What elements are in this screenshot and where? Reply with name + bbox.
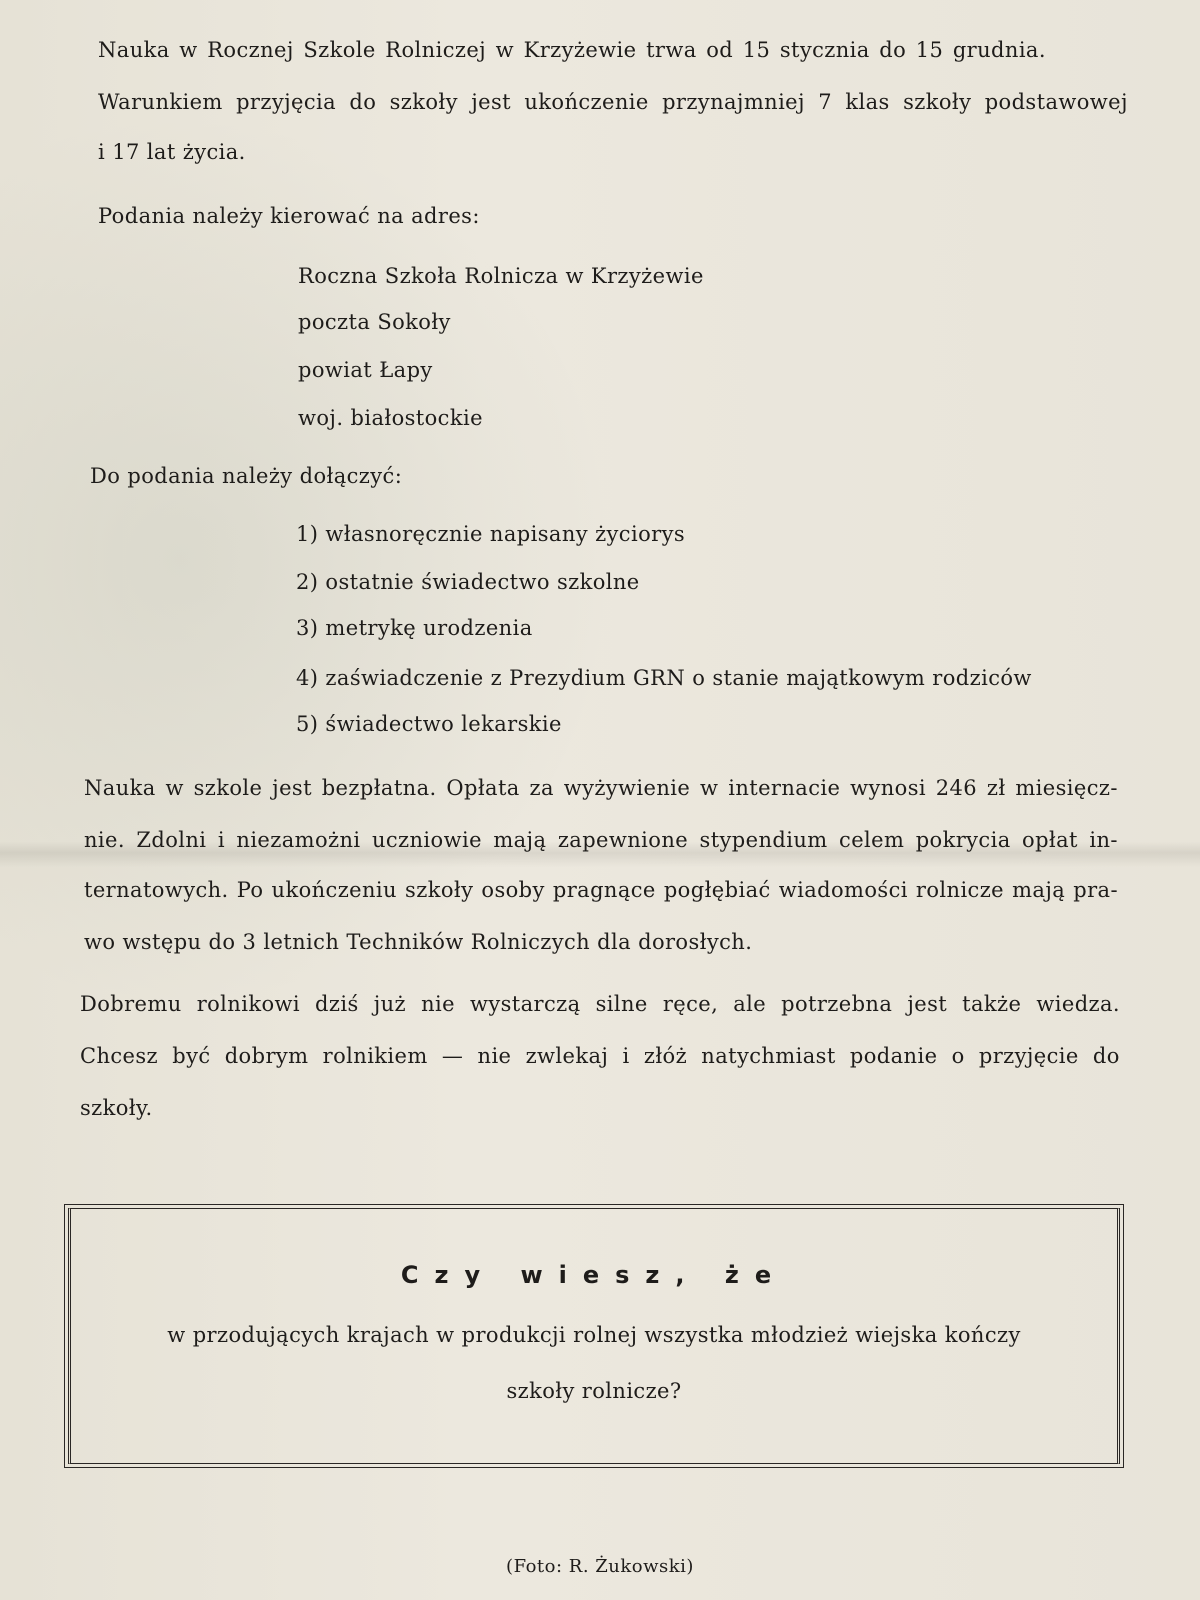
attachment-item: 5) świadectwo lekarskie — [296, 712, 562, 736]
appeal-line-1: Dobremu rolnikowi dziś już nie wystarczą silne ręce, ale potrzebna jest także wiedza. — [80, 992, 1120, 1016]
intro-line-3: i 17 lat życia. — [98, 140, 246, 164]
attachment-item: 2) ostatnie świadectwo szkolne — [296, 570, 640, 594]
did-you-know-box — [68, 1208, 1120, 1464]
appeal-line-3: szkoły. — [80, 1096, 153, 1120]
address-heading: Podania należy kierować na adres: — [98, 204, 480, 228]
appeal-line-2: Chcesz być dobrym rolnikiem — nie zwlekaj i złóż natychmiast podanie o przyjęcie do — [80, 1044, 1120, 1068]
did-you-know-line-2: szkoły rolnicze? — [506, 1379, 682, 1403]
attachment-item: 3) metrykę urodzenia — [296, 616, 533, 640]
attachment-item: 4) zaświadczenie z Prezydium GRN o stanie majątkowym rodziców — [296, 666, 1032, 690]
intro-line-2: Warunkiem przyjęcia do szkoły jest ukończenie przynajmniej 7 klas szkoły podstawowej — [98, 90, 1128, 114]
address-line-province: woj. białostockie — [298, 406, 483, 430]
address-line-post: poczta Sokoły — [298, 310, 451, 334]
address-line-district: powiat Łapy — [298, 358, 433, 382]
attachments-heading: Do podania należy dołączyć: — [90, 464, 403, 488]
attachment-item: 1) własnoręcznie napisany życiorys — [296, 522, 686, 546]
did-you-know-line-1: w przodujących krajach w produkcji rolnej wszystka młodzież wiejska kończy — [167, 1323, 1021, 1347]
did-you-know-title: Czy wiesz, że — [400, 1261, 788, 1289]
address-line-school: Roczna Szkoła Rolnicza w Krzyżewie — [298, 264, 704, 288]
photo-credit: (Foto: R. Żukowski) — [506, 1556, 694, 1577]
fees-line-2: nie. Zdolni i niezamożni uczniowie mają zapewnione stypendium celem pokrycia opłat in- — [84, 828, 1118, 852]
intro-line-1: Nauka w Rocznej Szkole Rolniczej w Krzyżewie trwa od 15 stycznia do 15 grudnia. — [98, 38, 1046, 62]
fees-line-4: wo wstępu do 3 letnich Techników Rolniczych dla dorosłych. — [84, 930, 753, 954]
fees-line-3: ternatowych. Po ukończeniu szkoły osoby pragnące pogłębiać wiadomości rolnicze mają pra- — [84, 878, 1118, 902]
fees-line-1: Nauka w szkole jest bezpłatna. Opłata za wyżywienie w internacie wynosi 246 zł miesięcz- — [84, 776, 1118, 800]
